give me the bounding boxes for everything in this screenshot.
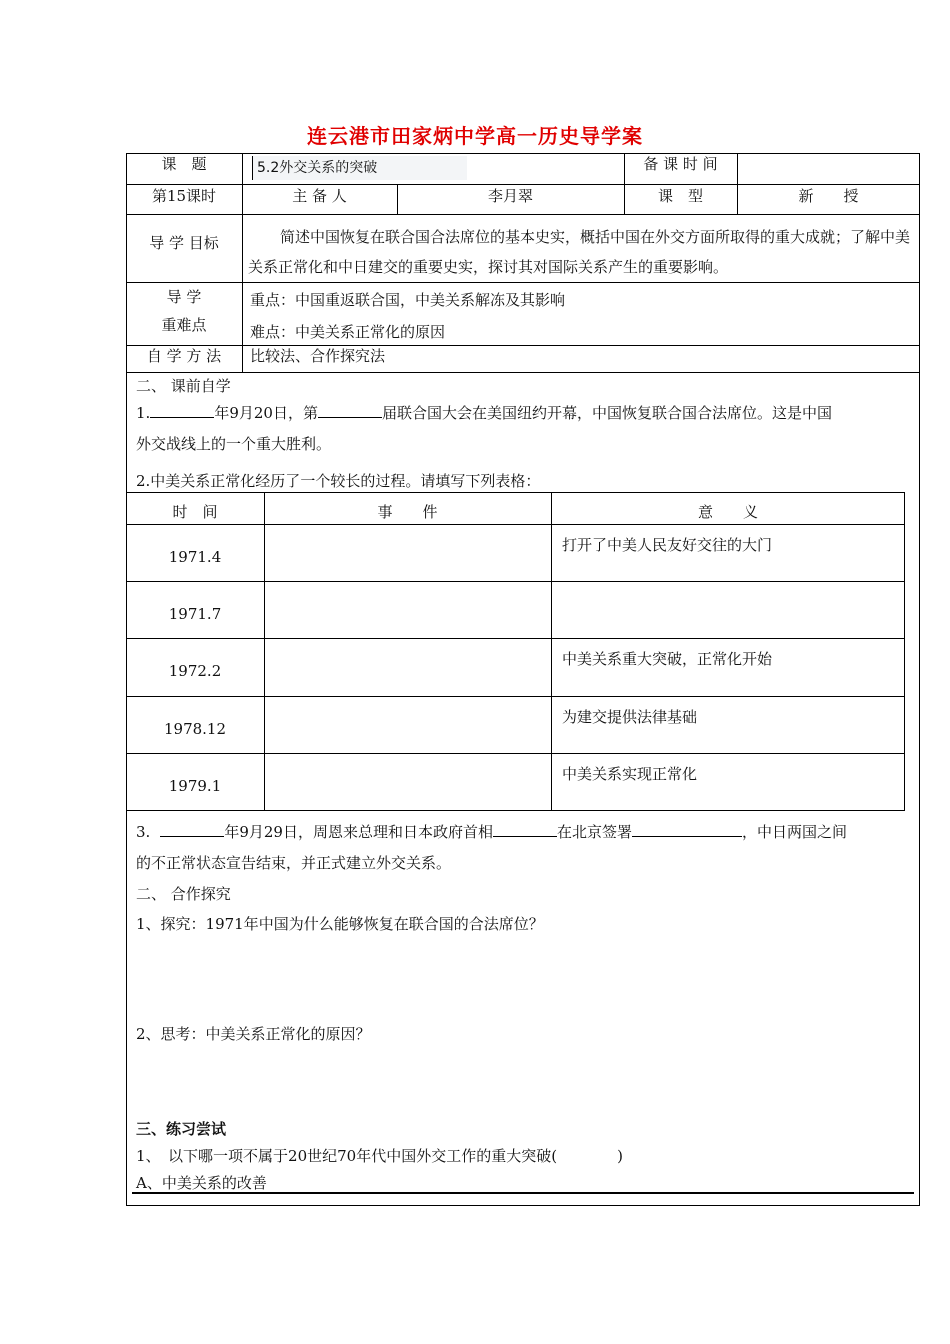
- key-points-label-line1: 导 学: [166, 288, 202, 306]
- table-line: [126, 524, 905, 525]
- grid-line: [126, 214, 920, 215]
- q3-number: 3.: [136, 823, 151, 841]
- table-line: [264, 492, 265, 811]
- table-line: [126, 753, 905, 754]
- lesson-type-value: 新 授: [798, 187, 859, 205]
- table-row-time: 1978.12: [163, 720, 227, 738]
- table-header-time: 时 间: [172, 503, 218, 521]
- self-study-heading: 二、 课前自学: [136, 377, 231, 395]
- lesson-number: 第15课时: [151, 187, 217, 205]
- table-line: [126, 581, 905, 582]
- q3-text-c: ，中日两国之间: [741, 823, 847, 841]
- preparer-label: 主 备 人: [292, 187, 347, 205]
- q1-session-blank[interactable]: [318, 401, 382, 418]
- practice-question-1: 1、 以下哪一项不属于20世纪70年代中国外交工作的重大突破( ): [136, 1147, 623, 1165]
- q1-text-a: 年9月20日，第: [214, 404, 318, 422]
- table-row-meaning: 打开了中美人民友好交往的大门: [562, 536, 773, 554]
- grid-line: [126, 184, 920, 185]
- focus-text: 重点：中国重返联合国，中美关系解冻及其影响: [250, 291, 566, 309]
- table-row-meaning: 为建交提供法律基础: [562, 708, 698, 726]
- topic-label: 课 题: [161, 155, 207, 173]
- q3-text-a: 年9月29日，周恩来总理和日本政府首相: [224, 823, 493, 841]
- question-3: [136, 817, 914, 848]
- q1-year-blank[interactable]: [150, 401, 214, 418]
- preparer-value: 李月翠: [487, 187, 533, 205]
- grid-line: [126, 282, 920, 283]
- question-1: [136, 398, 914, 429]
- table-row-time: 1971.4: [168, 548, 222, 566]
- question-1-cont: 外交战线上的一个重大胜利。: [136, 435, 332, 453]
- table-line: [551, 492, 552, 811]
- q1-text-b: 届联合国大会在美国纽约开幕，中国恢复联合国合法席位。这是中国: [381, 404, 832, 422]
- lesson-type-label: 课 型: [657, 187, 703, 205]
- difficulty-text: 难点：中美关系正常化的原因: [250, 323, 446, 341]
- prep-time-label: 备 课 时 间: [643, 155, 718, 173]
- q3-year-blank[interactable]: [160, 820, 224, 837]
- table-header-event: 事 件: [377, 503, 438, 521]
- practice-option-a: A、中美关系的改善: [136, 1174, 267, 1192]
- question-3-cont: 的不正常状态宣告结束，并正式建立外交关系。: [136, 854, 452, 872]
- inquiry-question-1: 1、探究：1971年中国为什么能够恢复在联合国的合法席位？: [136, 915, 544, 933]
- key-points-label-line2: 重难点: [161, 316, 207, 334]
- inquiry-question-2: 2、思考：中美关系正常化的原因？: [136, 1025, 371, 1043]
- q3-treaty-blank[interactable]: [632, 820, 742, 837]
- table-row-time: 1972.2: [168, 662, 222, 680]
- topic-value: 5.2外交关系的突破: [252, 156, 467, 180]
- method-label: 自 学 方 法: [146, 347, 222, 365]
- table-line: [126, 638, 905, 639]
- table-row-meaning: 中美关系重大突破，正常化开始: [562, 650, 773, 668]
- document-title: 连云港市田家炳中学高一历史导学案: [307, 124, 643, 148]
- method-value: 比较法、合作探究法: [250, 347, 386, 365]
- goals-text: 简述中国恢复在联合国合法席位的基本史实，概括中国在外交方面所取得的重大成就；了解中美关系正常化和中日建交的重要史实，探讨其对国际关系产生的重要影响。: [248, 228, 911, 276]
- cooperate-heading: 二、 合作探究: [136, 885, 231, 903]
- goals-label: 导 学 目标: [149, 234, 219, 252]
- table-header-meaning: 意 义: [697, 503, 758, 521]
- practice-heading: 三、练习尝试: [136, 1120, 227, 1138]
- key-points-label: [126, 283, 242, 339]
- table-line: [126, 696, 905, 697]
- section-divider: [132, 1192, 914, 1194]
- q1-number: 1.: [136, 404, 151, 422]
- q3-pm-blank[interactable]: [493, 820, 557, 837]
- table-row-time: 1971.7: [168, 605, 222, 623]
- table-row-time: 1979.1: [168, 777, 222, 795]
- question-2: 2.中美关系正常化经历了一个较长的过程。请填写下列表格：: [136, 472, 541, 490]
- table-row-meaning: 中美关系实现正常化: [562, 765, 698, 783]
- q3-text-b: 在北京签署: [556, 823, 632, 841]
